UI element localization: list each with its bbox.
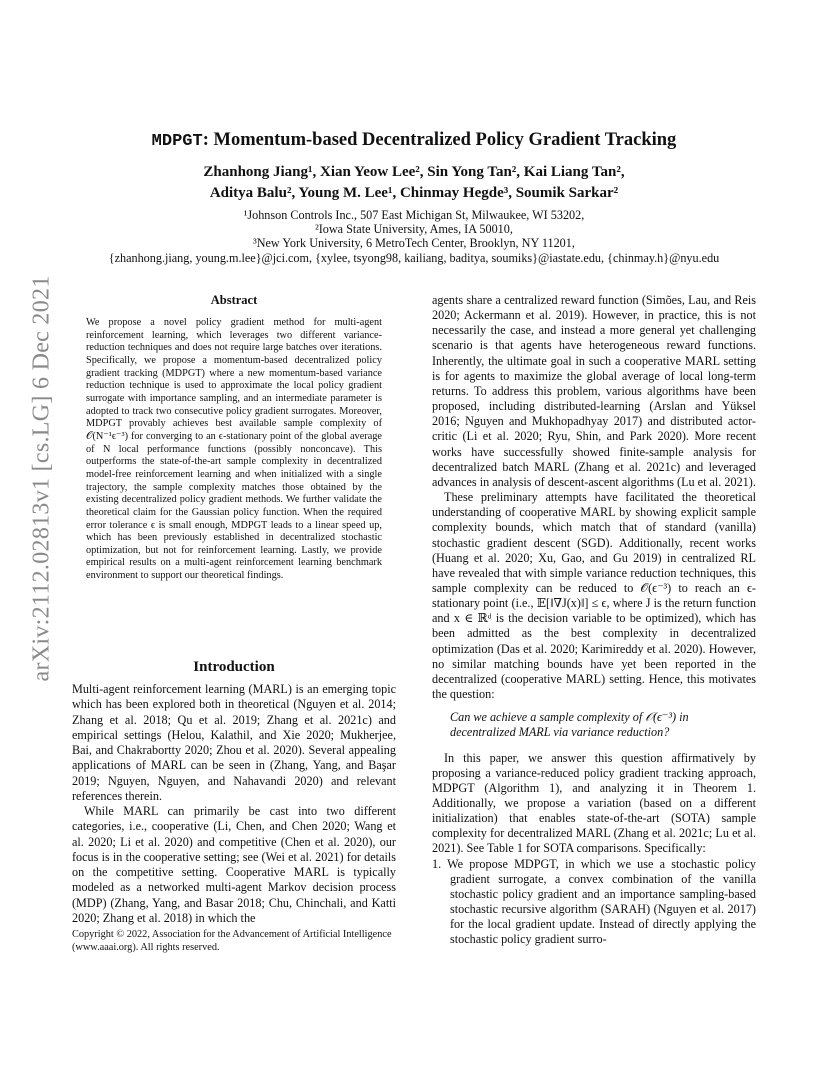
right-paragraph-1: agents share a centralized reward function (Simões, Lau, and Reis 2020; Ackermann et al. 2019). However, in practice, this is not necessarily the case, and instead a more general yet challenging scenario is that agents have heterogeneous reward functions. Inherently, the ultimate goal in such a cooperative MARL setting is for agents to maximize the global average of local long-term returns. To address this problem, various algorithms have been proposed, including distributed-learning (Arslan and Yüksel 2016; Nguyen and Mukhopadhyay 2017) and distributed actor-critic (Li et al. 2020; Ryu, Shin, and Park 2020). More recent works have successfully showed finite-sample analysis for decentralized batch MARL (Zhang et al. 2021c) and leveraged advances in analysis of descent-ascent algorithms (Lu et al. 2021). [432, 293, 756, 489]
authors-line-1: Zhanhong Jiang¹, Xian Yeow Lee², Sin Yong Tan², Kai Liang Tan², [203, 164, 625, 180]
author-emails: {zhanhong.jiang, young.m.lee}@jci.com, {xylee, tsyong98, kailiang, baditya, soumiks}@iastate.edu, {chinmay.h}@nyu.edu [108, 251, 720, 265]
intro-paragraph-1: Multi-agent reinforcement learning (MARL) is an emerging topic which has been explored both in theoretical (Nguyen et al. 2014; Zhang et al. 2018; Qu et al. 2019; Zhang et al. 2021c) and empirical settings (Helou, Kalathil, and Xie 2020; Mukherjee, Bai, and Chakrabortty 2020; Zhou et al. 2020). Several appealing applications of MARL can be seen in (Zhang, Yang, and Başar 2019; Nguyen, Nguyen, and Nahavandi 2020) and relevant references therein. [72, 682, 396, 803]
contribution-item-1: 1. We propose MDPGT, in which we use a stochastic policy gradient surrogate, a convex combination of the vanilla stochastic policy gradient and an importance sampling-based stochastic recursive algorithm (SARAH) (Nguyen et al. 2017) for the local gradient update. Instead of directly applying the stochastic policy gradient surro- [432, 856, 756, 947]
copyright-notice: Copyright © 2022, Association for the Advancement of Artificial Intelligence (www.aaai.org). All rights reserved. [72, 929, 392, 953]
introduction-heading: Introduction [193, 659, 275, 675]
research-question: Can we achieve a sample complexity of 𝒪(ϵ⁻³) in decentralized MARL via variance reduction? [450, 710, 689, 740]
affiliation-2: ²Iowa State University, Ames, IA 50010, [315, 222, 513, 236]
arxiv-identifier: arXiv:2112.02813v1 [cs.LG] 6 Dec 2021 [28, 275, 55, 682]
title-rest: : Momentum-based Decentralized Policy Gradient Tracking [202, 130, 677, 150]
affiliation-3: ³New York University, 6 MetroTech Center, Brooklyn, NY 11201, [253, 236, 575, 250]
authors-line-2: Aditya Balu², Young M. Lee¹, Chinmay Hegde³, Soumik Sarkar² [209, 185, 619, 201]
right-column [432, 293, 756, 948]
abstract-text: We propose a novel policy gradient method for multi-agent reinforcement learning, which leverages two different variance-reduction techniques and does not require large batches over iterations. Specifically, we propose a momentum-based decentralized policy gradient tracking (MDPGT) where a new momentum-based variance reduction technique is used to approximate the local policy gradient surrogate with importance sampling, and an intermediate parameter is adopted to track two consecutive policy gradient surrogates. Moreover, MDPGT provably achieves best available sample complexity of 𝒪(N⁻¹ϵ⁻³) for converging to an ϵ-stationary point of the global average of N local performance functions (possibly nonconcave). This outperforms the state-of-the-art sample complexity in decentralized model-free reinforcement learning and when initialized with a single trajectory, the sample complexity matches those obtained by the existing decentralized policy gradient methods. We further validate the theoretical claim for the Gaussian policy function. When the required error tolerance ϵ is small enough, MDPGT leads to a linear speed up, which has been previously established in decentralized stochastic optimization, but not for reinforcement learning. Lastly, we provide empirical results on a multi-agent reinforcement learning benchmark environment to support our theoretical findings. [86, 317, 382, 582]
paper-title [0, 130, 828, 151]
affiliation-1: ¹Johnson Controls Inc., 507 East Michigan St, Milwaukee, WI 53202, [243, 208, 585, 222]
title-acronym: MDPGT [151, 132, 203, 151]
intro-paragraph-2: While MARL can primarily be cast into two different categories, i.e., cooperative (Li, Chen, and Chen 2020; Wang et al. 2020; Li et al. 2020) and competitive (Chen et al. 2020), our focus is in the cooperative setting; see (Wei et al. 2021) for details on the competitive setting. Cooperative MARL is typically modeled as a networked multi-agent Markov decision process (MDP) (Zhang, Yang, and Basar 2018; Chu, Chinchali, and Katti 2020; Zhang et al. 2018) in which the [72, 804, 396, 925]
right-paragraph-2: These preliminary attempts have facilitated the theoretical understanding of cooperative MARL by showing explicit sample complexity bounds, which match that of standard (vanilla) stochastic gradient descent (SGD). Additionally, recent works (Huang et al. 2020; Xu, Gao, and Gu 2019) in centralized RL have revealed that with simple variance reduction techniques, this sample complexity can be reduced to 𝒪(ϵ⁻³) to reach an ϵ-stationary point (i.e., 𝔼[‖∇J(x)‖] ≤ ϵ, where J is the return function and x ∈ ℝᵈ is the decision variable to be optimized), which has been admitted as the best complexity in decentralized optimization (Das et al. 2020; Karimireddy et al. 2020). However, no similar matching bounds have yet been reported in the decentralized (cooperative MARL) setting. Hence, this motivates the question: [432, 490, 756, 702]
right-paragraph-3: In this paper, we answer this question affirmatively by proposing a variance-reduced policy gradient tracking approach, MDPGT (Algorithm 1), and analyzing it in Theorem 1. Additionally, we propose a variation (based on a different initialization) that enables state-of-the-art (SOTA) sample complexity for decentralized MARL (Zhang et al. 2021c; Lu et al. 2021). See Table 1 for SOTA comparisons. Specifically: [432, 750, 756, 856]
abstract-heading: Abstract [210, 293, 258, 307]
introduction-body [72, 682, 396, 926]
